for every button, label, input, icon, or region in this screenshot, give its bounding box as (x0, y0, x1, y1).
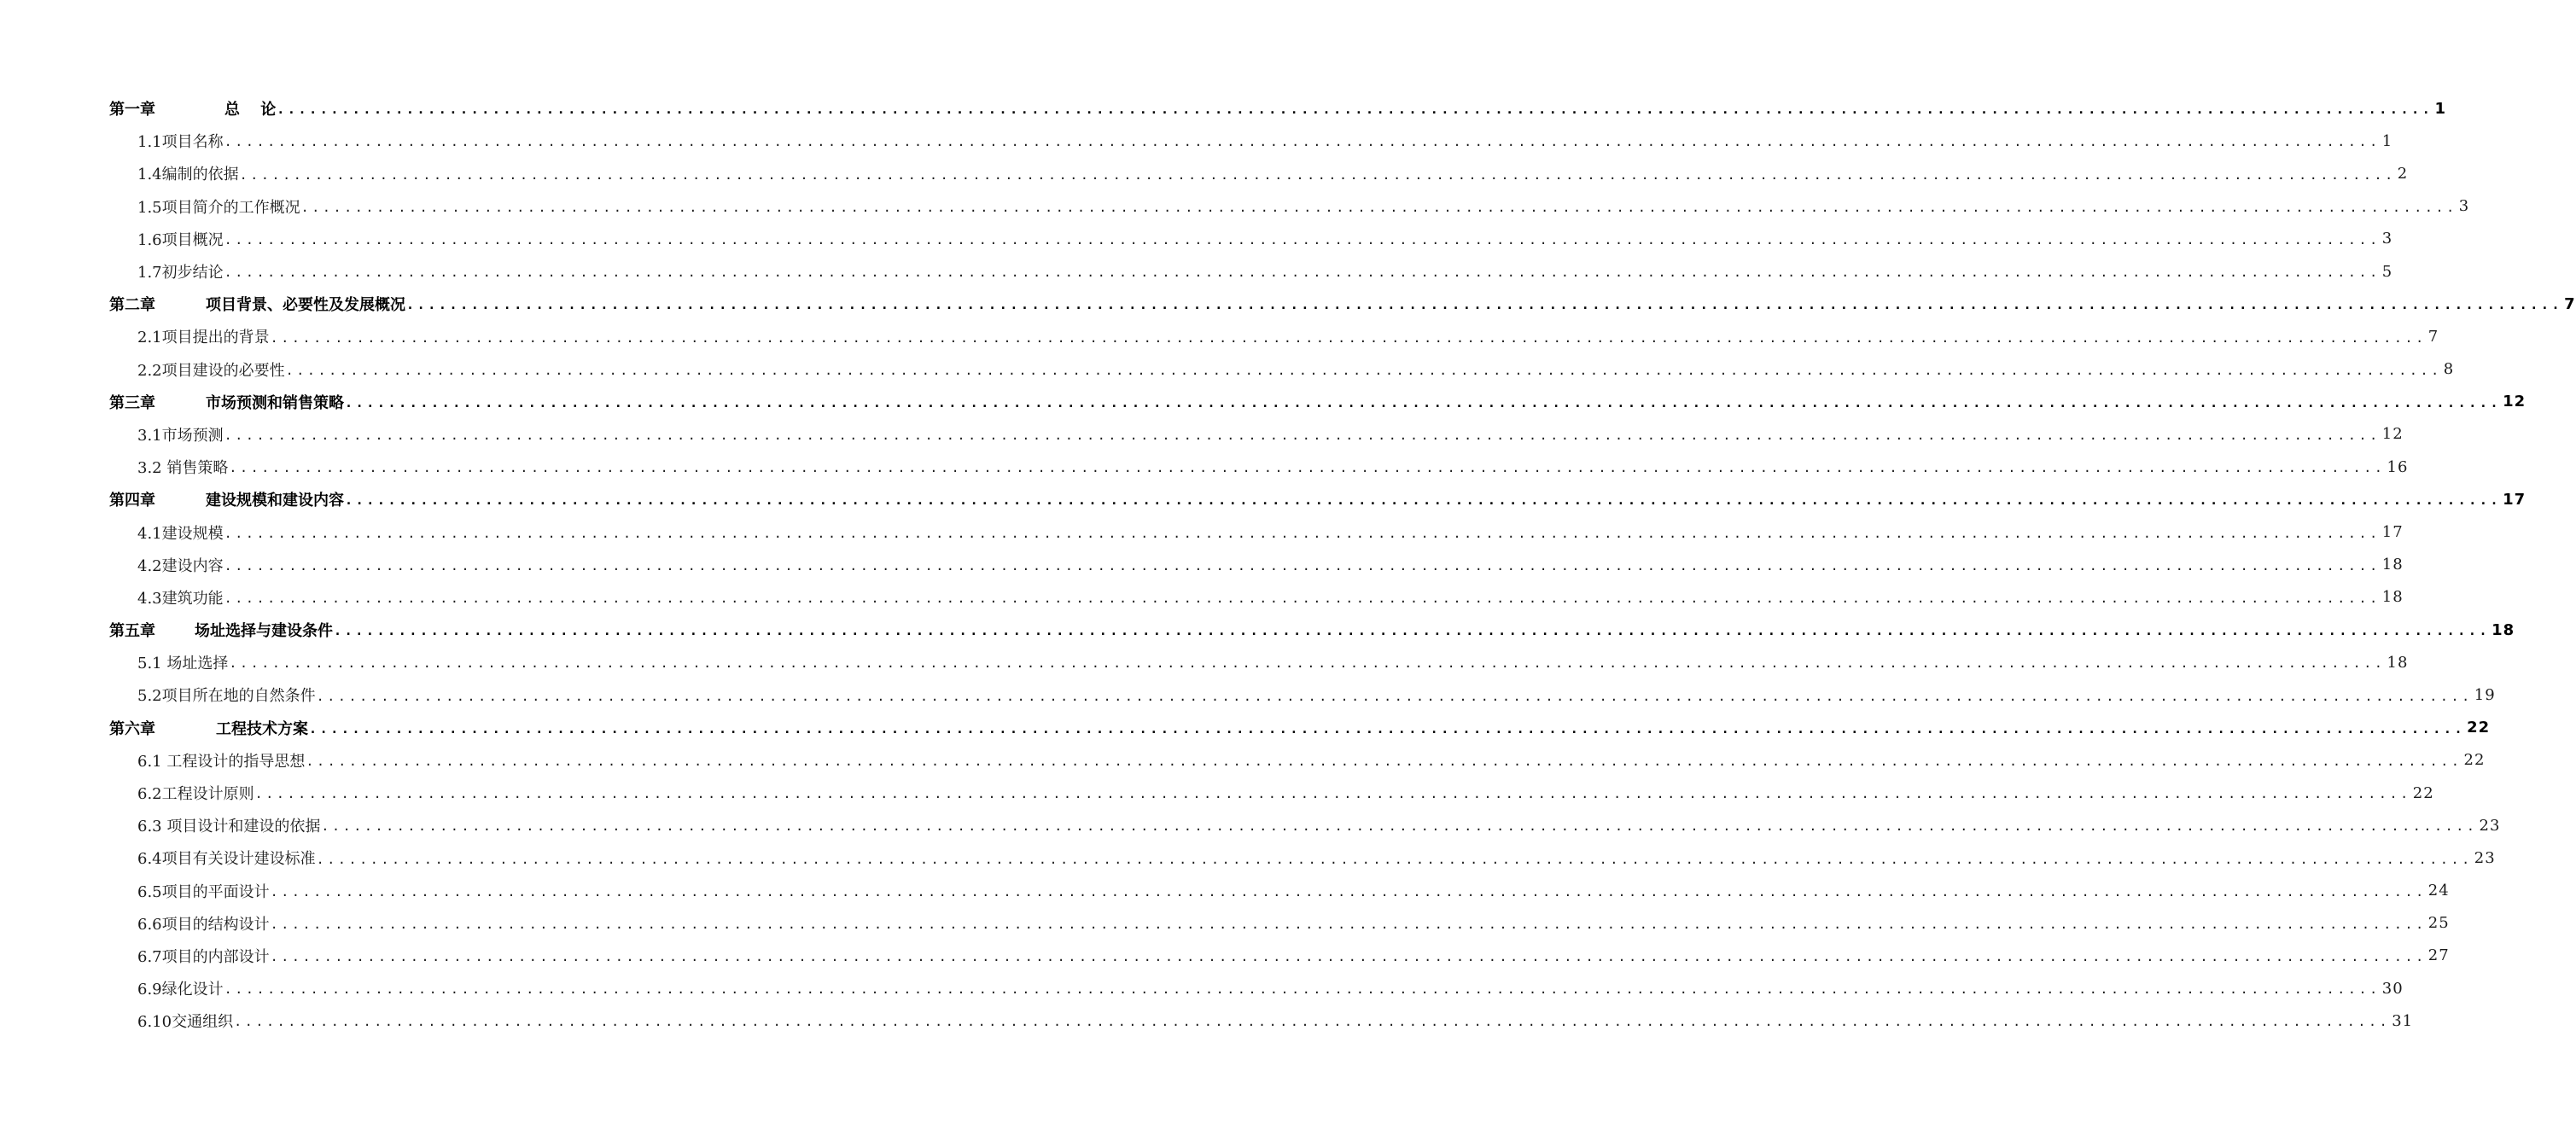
toc-page-number: 23 (2474, 848, 2496, 867)
toc-page-number: 12 (2381, 425, 2404, 444)
toc-page-number: 23 (2479, 816, 2501, 835)
toc-section-entry[interactable] (109, 972, 2404, 1004)
toc-entry-title: 6.4项目有关设计建设标准 (137, 850, 316, 869)
dot-leader: ........................................................................................................................................................................................................ (234, 1014, 2391, 1030)
dot-leader: ........................................................................................................................................................................................................ (270, 883, 2427, 900)
toc-section-entry[interactable] (109, 418, 2404, 451)
toc-entry-title: 3.1市场预测 (137, 426, 224, 445)
toc-section-entry[interactable] (109, 353, 2455, 386)
toc-page-number: 7 (2564, 294, 2576, 313)
toc-entry-title: 4.1建设规模 (137, 524, 224, 543)
toc-page-number: 7 (2427, 327, 2439, 346)
dot-leader: ........................................................................................................................................................................................................ (224, 557, 2381, 574)
toc-section-entry[interactable] (109, 841, 2496, 874)
toc-section-entry[interactable] (109, 940, 2450, 972)
toc-entry-title: 6.5项目的平面设计 (137, 882, 270, 901)
dot-leader: ........................................................................................................................................................................................................ (270, 916, 2427, 932)
toc-entry-title: 4.3建筑功能 (137, 589, 224, 608)
toc-page-number: 2 (2397, 164, 2409, 183)
toc-page-number: 17 (2503, 490, 2526, 509)
toc-page-number: 22 (2463, 751, 2486, 770)
toc-entry-title: 3.2 销售策略 (137, 459, 229, 478)
chapter-number: 第五章 (109, 622, 155, 641)
toc-page-number: 12 (2503, 393, 2526, 411)
toc-page-number: 5 (2381, 262, 2393, 281)
toc-section-entry[interactable] (109, 125, 2393, 157)
dot-leader: ........................................................................................................................................................................................................ (254, 786, 2411, 802)
dot-leader: ........................................................................................................................................................................................................ (229, 655, 2386, 672)
toc-page-number: 18 (2387, 653, 2409, 672)
chapter-number: 第三章 (109, 393, 155, 412)
toc-entry-title: 5.2项目所在地的自然条件 (137, 687, 316, 706)
toc-page-number: 3 (2381, 230, 2393, 248)
toc-entry-title: 6.7项目的内部设计 (137, 947, 270, 966)
toc-entry-title (109, 293, 405, 315)
dot-leader: ........................................................................................................................................................................................................ (277, 102, 2433, 118)
toc-page-number: 18 (2491, 620, 2515, 639)
toc-section-entry[interactable] (109, 320, 2439, 352)
toc-chapter-entry[interactable] (109, 386, 2526, 418)
toc-entry-title: 1.1项目名称 (137, 133, 224, 152)
toc-page-number: 8 (2443, 360, 2455, 379)
toc-page-number: 31 (2392, 1011, 2414, 1030)
toc-section-entry[interactable] (109, 744, 2486, 777)
toc-page-number: 18 (2381, 556, 2404, 574)
dot-leader: ........................................................................................................................................................................................................ (345, 492, 2502, 509)
toc-section-entry[interactable] (109, 581, 2404, 614)
toc-chapter-entry[interactable] (109, 712, 2491, 744)
dot-leader: ........................................................................................................................................................................................................ (224, 428, 2381, 444)
toc-page-number: 1 (2381, 131, 2393, 150)
chapter-number: 第二章 (109, 296, 155, 315)
toc-section-entry[interactable] (109, 451, 2409, 483)
toc-section-entry[interactable] (109, 515, 2404, 548)
dot-leader: ........................................................................................................................................................................................................ (345, 394, 2502, 410)
toc-chapter-entry[interactable] (109, 614, 2515, 646)
dot-leader: ........................................................................................................................................................................................................ (224, 231, 2381, 247)
toc-section-entry[interactable] (109, 255, 2393, 288)
toc-section-entry[interactable] (109, 875, 2450, 907)
dot-leader: ........................................................................................................................................................................................................ (224, 981, 2381, 998)
toc-page-number: 16 (2387, 457, 2409, 476)
toc-section-entry[interactable] (109, 678, 2496, 711)
toc-page-number: 19 (2474, 685, 2496, 704)
chapter-title: 场址选择与建设条件 (195, 622, 333, 641)
dot-leader: ........................................................................................................................................................................................................ (224, 134, 2381, 150)
dot-leader: ........................................................................................................................................................................................................ (285, 362, 2442, 378)
dot-leader: ........................................................................................................................................................................................................ (334, 623, 2491, 639)
dot-leader: ........................................................................................................................................................................................................ (229, 460, 2386, 476)
toc-section-entry[interactable] (109, 1004, 2414, 1037)
toc-entry-title: 1.4编制的依据 (137, 166, 239, 184)
dot-leader: ........................................................................................................................................................................................................ (224, 525, 2381, 541)
dot-leader: ........................................................................................................................................................................................................ (270, 329, 2427, 346)
toc-chapter-entry[interactable] (109, 483, 2526, 515)
toc-section-entry[interactable] (109, 190, 2470, 223)
toc-section-entry[interactable] (109, 549, 2404, 581)
toc-entry-title: 4.2建设内容 (137, 556, 224, 575)
toc-page-number: 3 (2458, 197, 2470, 216)
toc-page-number: 22 (2467, 719, 2491, 737)
table-of-contents (109, 92, 2576, 1037)
dot-leader: ........................................................................................................................................................................................................ (239, 166, 2396, 183)
toc-entry-title (109, 619, 333, 641)
chapter-title: 建设规模和建设内容 (206, 492, 344, 510)
toc-entry-title: 6.2工程设计原则 (137, 785, 254, 804)
toc-entry-title (109, 97, 276, 119)
dot-leader: ........................................................................................................................................................................................................ (306, 753, 2462, 769)
dot-leader: ........................................................................................................................................................................................................ (316, 688, 2473, 704)
toc-page-number: 17 (2381, 523, 2404, 542)
chapter-title: 工程技术方案 (216, 719, 308, 738)
toc-section-entry[interactable] (109, 646, 2409, 678)
toc-chapter-entry[interactable] (109, 92, 2446, 125)
toc-page-number: 24 (2427, 882, 2450, 900)
toc-page-number: 25 (2427, 914, 2450, 933)
chapter-title: 市场预测和销售策略 (206, 393, 344, 412)
dot-leader: ........................................................................................................................................................................................................ (316, 851, 2473, 867)
toc-section-entry[interactable] (109, 907, 2450, 940)
toc-section-entry[interactable] (109, 777, 2434, 809)
dot-leader: ........................................................................................................................................................................................................ (321, 818, 2478, 835)
toc-entry-title: 2.2项目建设的必要性 (137, 361, 285, 380)
toc-page-number: 30 (2381, 979, 2404, 998)
dot-leader: ........................................................................................................................................................................................................ (224, 265, 2381, 281)
toc-entry-title: 1.6项目概况 (137, 230, 224, 249)
toc-entry-title (109, 488, 344, 510)
toc-page-number: 22 (2412, 783, 2434, 802)
toc-page-number: 27 (2427, 946, 2450, 965)
toc-entry-title: 1.5项目简介的工作概况 (137, 198, 300, 217)
chapter-title: 项目背景、必要性及发展概况 (206, 296, 405, 315)
dot-leader: ........................................................................................................................................................................................................ (406, 297, 2563, 313)
dot-leader: ........................................................................................................................................................................................................ (300, 199, 2457, 215)
toc-entry-title (109, 391, 344, 413)
chapter-title: 总 论 (224, 101, 277, 119)
dot-leader: ........................................................................................................................................................................................................ (309, 720, 2466, 737)
toc-entry-title: 1.7初步结论 (137, 264, 224, 282)
toc-section-entry[interactable] (109, 809, 2501, 841)
toc-section-entry[interactable] (109, 223, 2393, 255)
toc-page-number: 18 (2381, 588, 2404, 607)
chapter-number: 第六章 (109, 719, 155, 738)
dot-leader: ........................................................................................................................................................................................................ (270, 949, 2427, 965)
toc-entry-title (109, 717, 308, 739)
toc-entry-title: 6.3 项目设计和建设的依据 (137, 818, 321, 836)
toc-entry-title: 6.9绿化设计 (137, 981, 224, 999)
toc-entry-title: 6.1 工程设计的指导思想 (137, 752, 306, 771)
toc-chapter-entry[interactable] (109, 288, 2576, 320)
toc-entry-title: 2.1项目提出的背景 (137, 329, 270, 347)
chapter-number: 第一章 (109, 101, 155, 119)
toc-entry-title: 6.6项目的结构设计 (137, 915, 270, 934)
toc-page-number: 1 (2434, 99, 2446, 118)
toc-entry-title: 5.1 场址选择 (137, 655, 229, 673)
toc-section-entry[interactable] (109, 157, 2409, 189)
toc-entry-title: 6.10交通组织 (137, 1013, 234, 1032)
chapter-number: 第四章 (109, 492, 155, 510)
dot-leader: ........................................................................................................................................................................................................ (224, 591, 2381, 606)
